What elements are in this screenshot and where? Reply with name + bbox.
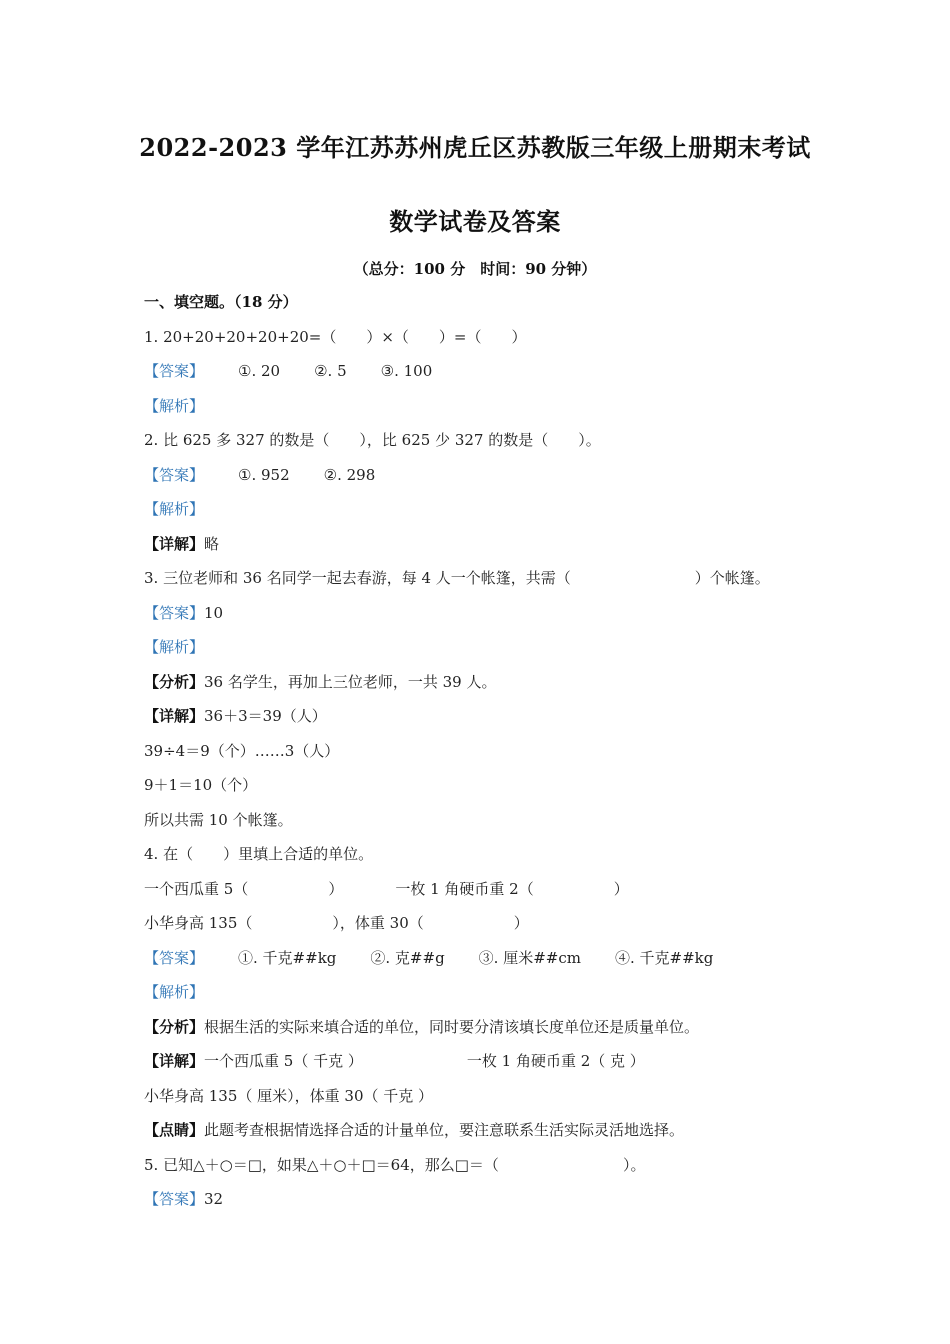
q3-stem-a: 3. 三位老师和 36 名同学一起去春游，每 4 人一个帐篷，共需（ [144, 569, 571, 587]
analysis-label: 【解析】 [144, 983, 205, 1001]
analysis-label: 【解析】 [144, 638, 205, 656]
q4-fenxi [144, 1015, 824, 1050]
question-5 [144, 1153, 824, 1188]
q4-answer-3: ③. 厘米##cm [478, 948, 581, 967]
detail-label: 【详解】 [144, 1052, 205, 1070]
dianjing-label: 【点睛】 [144, 1121, 205, 1139]
q4-answer-2: ②. 克##g [370, 948, 445, 967]
q3-answer-row [144, 601, 824, 636]
q5-stem-a: 5. 已知△＋○＝□，如果△＋○＋□＝64，那么□＝（ [144, 1155, 499, 1174]
q3-answer: 10 [204, 603, 224, 622]
answer-label: 【答案】 [144, 1190, 205, 1208]
q2-answer-1: ①. 952 [238, 465, 290, 484]
exam-content [144, 290, 824, 1222]
q3-step-2: 9＋1＝10（个） [144, 776, 258, 794]
q4-row2-c: ） [513, 914, 529, 932]
document-title-line1: 2022-2023 学年江苏苏州虎丘区苏教版三年级上册期末考试 [139, 133, 811, 162]
q4-row2-b: ），体重 30（ [332, 914, 424, 932]
answer-label: 【答案】 [144, 362, 205, 380]
q4-row1-d: ） [613, 879, 629, 898]
question-1: 1. 20+20+20+20+20=（ ）×（ ）=（ ） [144, 327, 527, 346]
q4-answer-1: ①. 千克##kg [238, 948, 337, 967]
q4-fenxi-text: 根据生活的实际来填合适的单位，同时要分清该填长度单位还是质量单位。 [204, 1017, 700, 1036]
q3-stem-b: ）个帐篷。 [694, 569, 770, 587]
q3-detail [144, 704, 824, 739]
q4-answer-row [144, 946, 824, 981]
document-title-line2: 数学试卷及答案 [389, 207, 561, 236]
q4-detail-a: 一个西瓜重 5（ 千克 ） [204, 1052, 363, 1070]
q4-answer-4: ④. 千克##kg [614, 948, 714, 967]
q4-row-2 [144, 911, 824, 946]
q1-answer-row [144, 359, 824, 394]
q2-answer-row [144, 463, 824, 498]
q1-answer-1: ①. 20 [238, 362, 281, 380]
q4-row-1 [144, 877, 824, 912]
fenxi-label: 【分析】 [144, 672, 205, 691]
analysis-label: 【解析】 [144, 396, 205, 415]
q1-answer-3: ③. 100 [380, 362, 433, 380]
q2-detail [144, 532, 824, 567]
answer-label: 【答案】 [144, 603, 205, 622]
q3-step-3: 所以共需 10 个帐篷。 [144, 810, 293, 829]
q4-detail-2: 小华身高 135（ 厘米），体重 30（ 千克 ） [144, 1086, 434, 1105]
q4-row1-a: 一个西瓜重 5（ [144, 879, 249, 898]
answer-label: 【答案】 [144, 465, 205, 484]
q4-detail-b: 一枚 1 角硬币重 2（ 克 ） [466, 1052, 645, 1070]
question-3 [144, 566, 824, 601]
q4-row1-c: 一枚 1 角硬币重 2（ [395, 879, 534, 898]
q3-fenxi [144, 670, 824, 705]
q4-row2-a: 小华身高 135（ [144, 914, 253, 932]
q4-dianjing-text: 此题考查根据情选择合适的计量单位，要注意联系生活实际灵活地选择。 [204, 1121, 685, 1139]
analysis-label: 【解析】 [144, 500, 205, 518]
question-2: 2. 比 625 多 327 的数是（ ），比 625 少 327 的数是（ ）。 [144, 431, 601, 449]
q3-detail-text: 36＋3＝39（人） [204, 707, 327, 725]
q3-step-1: 39÷4＝9（个）……3（人） [144, 741, 340, 760]
fenxi-label: 【分析】 [144, 1017, 205, 1036]
detail-label: 【详解】 [144, 534, 205, 553]
q4-row1-b: ） [328, 879, 344, 898]
section-heading: 一、填空题。（18 分） [144, 293, 298, 311]
exam-info: （总分：100 分 时间：90 分钟） [353, 260, 597, 278]
q4-detail [144, 1049, 824, 1084]
q4-dianjing [144, 1118, 824, 1153]
q5-answer: 32 [204, 1190, 224, 1208]
question-4: 4. 在（ ）里填上合适的单位。 [144, 845, 374, 863]
detail-label: 【详解】 [144, 707, 205, 725]
q1-answer-2: ②. 5 [314, 362, 347, 380]
q2-answer-2: ②. 298 [323, 465, 376, 484]
q5-stem-b: ）。 [622, 1155, 646, 1174]
q2-detail-text: 略 [204, 534, 220, 553]
q3-fenxi-text: 36 名学生，再加上三位老师，一共 39 人。 [204, 672, 497, 691]
answer-label: 【答案】 [144, 948, 205, 967]
q5-answer-row [144, 1187, 824, 1222]
